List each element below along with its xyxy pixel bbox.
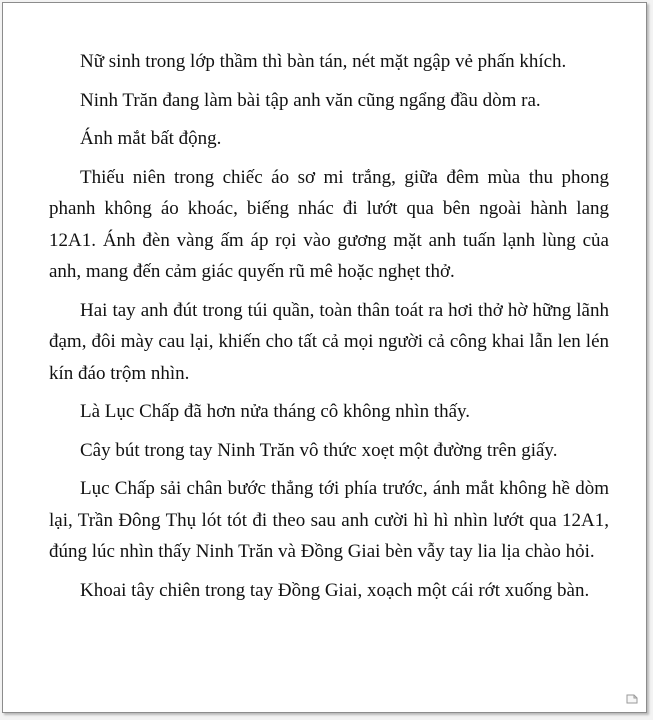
paragraph: Hai tay anh đút trong túi quần, toàn thân toát ra hơi thở hờ hững lãnh đạm, đôi mày cau lại, khiến cho tất cả mọi người cả công khai lẫn len lén kín đáo trộm nhìn.: [49, 299, 609, 384]
paragraph: Nữ sinh trong lớp thầm thì bàn tán, nét mặt ngập vẻ phấn khích.: [80, 51, 567, 72]
paragraph: Khoai tây chiên trong tay Đồng Giai, xoạch một cái rớt xuống bàn.: [80, 579, 590, 601]
paragraph: Ánh mắt bất động.: [80, 128, 222, 149]
paragraph: Cây bút trong tay Ninh Trăn vô thức xoẹt một đường trên giấy.: [80, 439, 558, 461]
document-body: [49, 46, 609, 613]
paragraph: Lục Chấp sải chân bước thẳng tới phía trước, ánh mắt không hề dòm lại, Trần Đông Thụ lót tót đi theo sau anh cười hì hì nhìn lướt qua 12A1, đúng lúc nhìn thấy Ninh Trăn và Đồng Giai bèn vẫy tay lia lịa chào hỏi.: [49, 478, 609, 562]
page-corner-icon: [626, 694, 638, 704]
document-page: [2, 2, 647, 713]
paragraph: Ninh Trăn đang làm bài tập anh văn cũng ngẩng đầu dòm ra.: [80, 89, 541, 111]
paragraph: Là Lục Chấp đã hơn nửa tháng cô không nhìn thấy.: [80, 401, 471, 422]
paragraph: Thiếu niên trong chiếc áo sơ mi trắng, giữa đêm mùa thu phong phanh không áo khoác, biếng nhác đi lướt qua bên ngoài hành lang 12A1. Ánh đèn vàng ấm áp rọi vào gương mặt anh tuấn lạnh lùng của anh, mang đến cảm giác quyến rũ mê hoặc nghẹt thở.: [49, 166, 609, 282]
